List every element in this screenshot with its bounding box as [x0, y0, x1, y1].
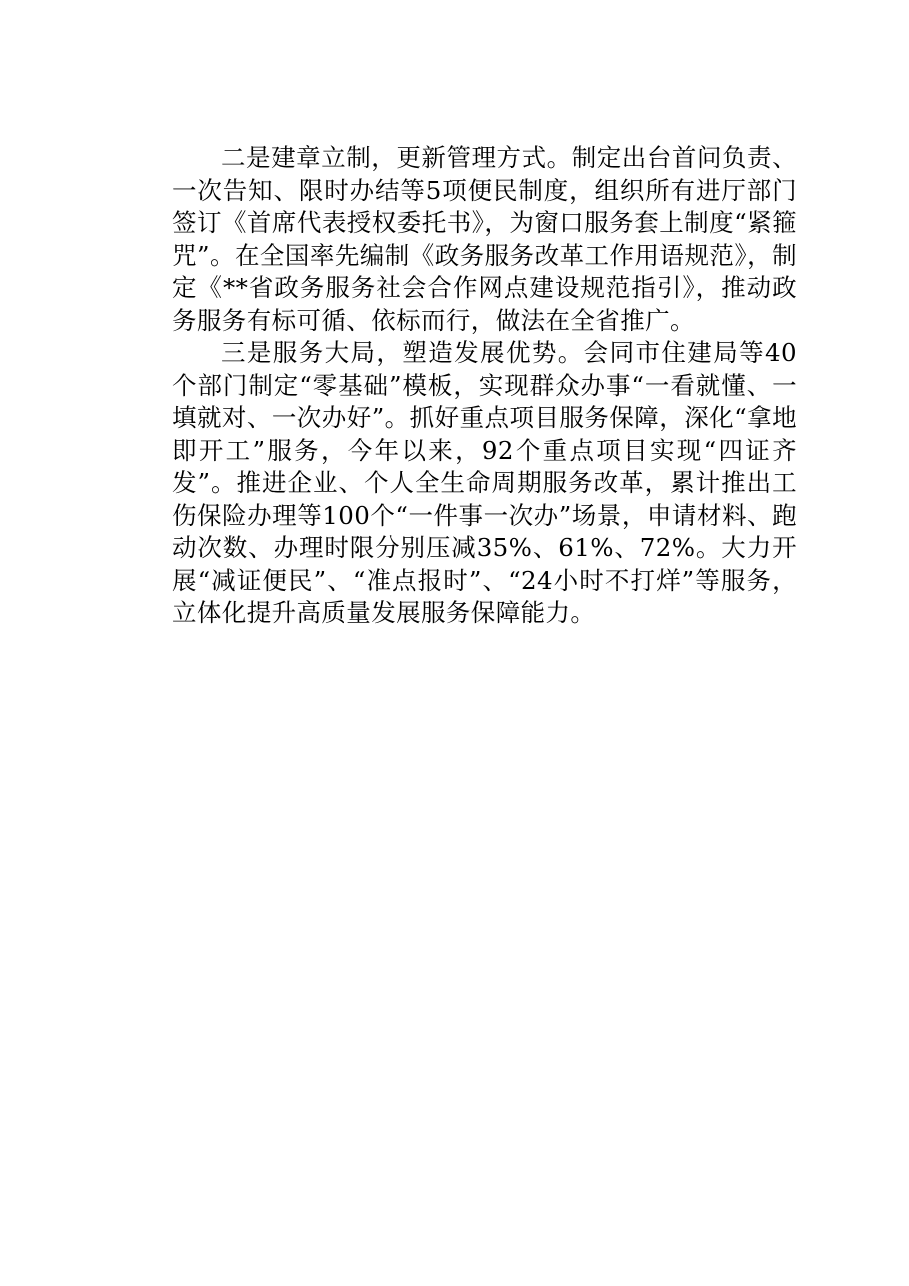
paragraph-services: 三是服务大局，塑造发展优势。会同市住建局等40个部门制定“零基础”模板，实现群众办事“一看就懂、一填就对、一次办好”。抓好重点项目服务保障，深化“拿地即开工”服务，今年以来，92个重点项目实现“四证齐发”。推进企业、个人全生命周期服务改革，累计推出工伤保险办理等100个“一件事一次办”场景，申请材料、跑动次数、办理时限分别压减35%、61%、72%。大力开展“减证便民”、“准点报时”、“24小时不打烊”等服务，立体化提升高质量发展服务保障能力。 [172, 338, 797, 627]
document-body [172, 142, 797, 630]
paragraph-regulations: 二是建章立制，更新管理方式。制定出台首问负责、一次告知、限时办结等5项便民制度，组织所有进厅部门签订《首席代表授权委托书》，为窗口服务套上制度“紧箍咒”。在全国率先编制《政务服务改革工作用语规范》，制定《**省政务服务社会合作网点建设规范指引》，推动政务服务有标可循、依标而行，做法在全省推广。 [172, 143, 797, 335]
